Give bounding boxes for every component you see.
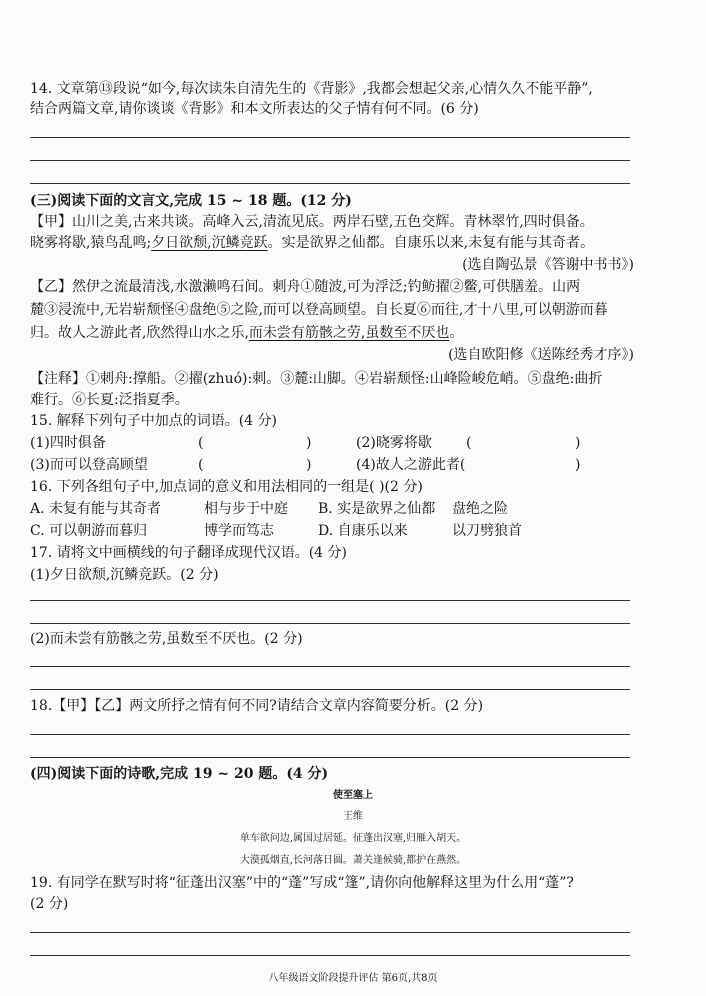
poem-author: 王维	[343, 811, 363, 822]
q19-line-2: (2 分)	[30, 896, 69, 912]
q17-item-1: (1)夕日欲颓,沉鳞竞跃。(2 分)	[30, 567, 219, 583]
underlined-sentence: 而未尝有筋骸之劳,虽数至不厌也	[248, 325, 450, 341]
poem-line-1: 单车欲问边,属国过居延。征蓬出汉塞,归雁入胡天。	[239, 833, 467, 844]
q17-item-2: (2)而未尝有筋骸之劳,虽数至不厌也。(2 分)	[30, 631, 303, 647]
q17-stem: 17. 请将文中画横线的句子翻译成现代汉语。(4 分)	[30, 545, 347, 561]
q16-stem: 16. 下列各组句子中,加点词的意义和用法相同的一组是( )(2 分)	[30, 479, 423, 495]
q15-blank-2-close: )	[575, 435, 581, 451]
poem-title: 使至塞上	[333, 790, 373, 801]
answer-line	[30, 137, 630, 138]
notes-line-1: 【注释】①刺舟:撑船。②擢(zhuó):刺。③麓:山脚。④岩崭颓怪:山峰险峻危峭。⑤盘绝:曲折	[30, 371, 603, 387]
underlined-sentence: 夕日欲颓,沉鳞竞跃	[151, 235, 268, 251]
q15-blank-4-close: )	[575, 457, 581, 473]
passage-yi-source: (选自欧阳修《送陈经秀才序》)	[448, 347, 634, 363]
q15-blank-1-close: )	[306, 435, 312, 451]
q15-blank-3-close: )	[306, 457, 312, 473]
q15-blank-1-open: (	[198, 435, 204, 451]
q19-line-1: 19. 有同学在默写时将“征蓬出汉塞”中的“蓬”写成“篷”,请你向他解释这里为什么用“蓬”?	[30, 875, 574, 891]
answer-line	[30, 666, 630, 667]
q18-stem: 18.【甲】【乙】两文所抒之情有何不同?请结合文章内容简要分析。(2 分)	[30, 698, 484, 714]
q14-line-2: 结合两篇文章,请你谈谈《背影》和本文所表达的父子情有何不同。(6 分)	[30, 101, 479, 117]
notes-line-2: 难行。⑥长夏:泛指夏季。	[30, 392, 189, 408]
q16-option-c2: 博学而笃志	[204, 523, 274, 539]
q15-item-1: (1)四时俱备	[30, 435, 106, 451]
page-footer: 八年级语文阶段提升评估 第6页,共8页	[268, 973, 438, 984]
answer-line	[30, 183, 630, 184]
answer-line	[30, 955, 630, 956]
q15-item-3: (3)而可以登高顾望	[30, 457, 148, 473]
q15-item-4: (4)故人之游此者(	[356, 457, 466, 473]
poem-line-2: 大漠孤烟直,长河落日圆。萧关逢候骑,都护在燕然。	[239, 855, 467, 866]
passage-jia-line-1: 【甲】山川之美,古来共谈。高峰入云,清流见底。两岸石壁,五色交辉。青林翠竹,四时俱备。	[30, 214, 594, 230]
answer-line	[30, 757, 630, 758]
q15-item-2: (2)晓雾将歇	[356, 435, 432, 451]
q15-stem: 15. 解释下列句子中加点的词语。(4 分)	[30, 413, 277, 429]
answer-line	[30, 932, 630, 933]
answer-line	[30, 623, 630, 624]
q16-option-a1: A. 未复有能与其奇者	[30, 501, 162, 517]
q16-option-c1: C. 可以朝游而暮归	[30, 523, 148, 539]
answer-line	[30, 689, 630, 690]
section-3-heading: (三)阅读下面的文言文,完成 15 ~ 18 题。(12 分)	[30, 193, 352, 209]
passage-yi-line-1: 【乙】然伊之流最清浅,水激濑鸣石间。刺舟①随波,可为浮泛;钓鲂擢②鳖,可供膳羞。山两	[30, 279, 581, 295]
q16-option-b1: B. 实是欲界之仙都	[318, 501, 436, 517]
passage-jia-line-2: 晓雾将歇,猿鸟乱鸣;夕日欲颓,沉鳞竞跃。实是欲界之仙都。自康乐以来,未复有能与其奇者。	[30, 235, 595, 251]
q16-option-d2: 以刀劈狼首	[452, 523, 522, 539]
section-4-heading: (四)阅读下面的诗歌,完成 19 ~ 20 题。(4 分)	[30, 766, 329, 782]
q16-option-a2: 相与步于中庭	[204, 501, 288, 517]
q15-blank-2-open: (	[466, 435, 472, 451]
answer-line	[30, 734, 630, 735]
passage-jia-source: (选自陶弘景《答谢中书书》)	[462, 257, 634, 273]
answer-line	[30, 600, 630, 601]
q16-option-d1: D. 自康乐以来	[318, 523, 408, 539]
passage-yi-line-2: 麓③浸流中,无岩崭颓怪④盘绝⑤之险,而可以登高顾望。自长夏⑥而往,才十八里,可以朝游而暮	[30, 302, 608, 318]
q14-line-1: 14. 文章第⑬段说“如今,每次读朱自清先生的《背影》,我都会想起父亲,心情久久不能平静”,	[30, 81, 593, 97]
answer-line	[30, 160, 630, 161]
q15-blank-3-open: (	[198, 457, 204, 473]
q16-option-b2: 盘绝之险	[452, 501, 508, 517]
passage-yi-line-3: 归。故人之游此者,欣然得山水之乐,而未尝有筋骸之劳,虽数至不厌也。	[30, 325, 464, 341]
